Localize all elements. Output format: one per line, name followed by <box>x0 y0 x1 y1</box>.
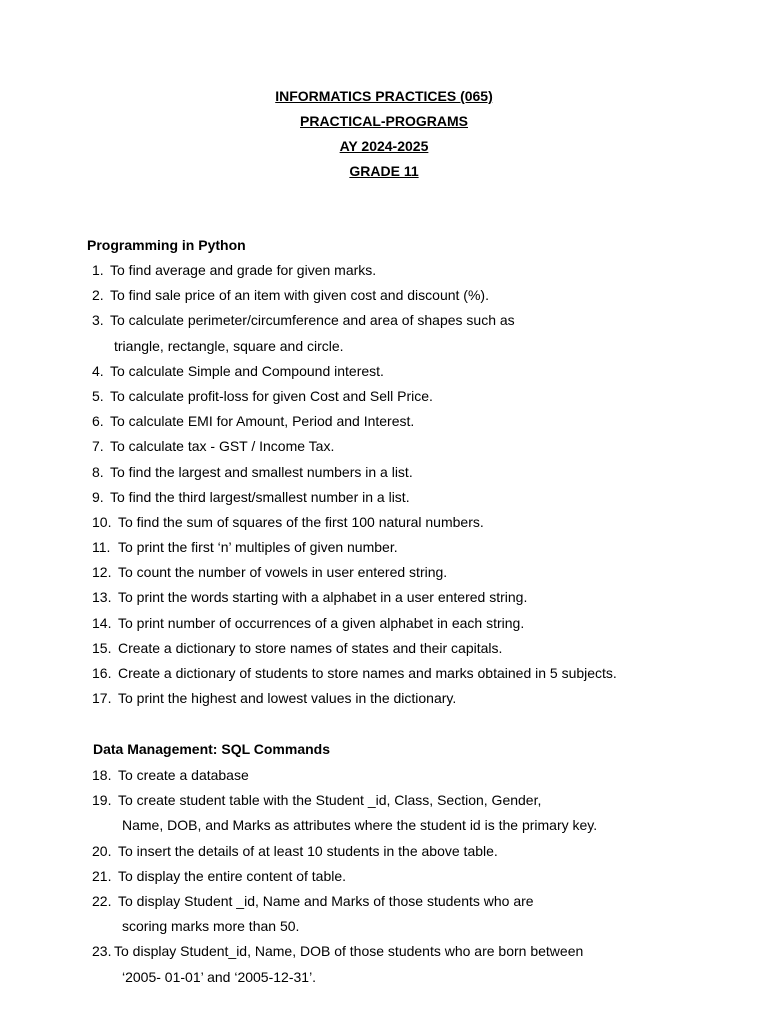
python-section-title: Programming in Python <box>87 237 246 253</box>
item-number: 8. <box>92 463 104 480</box>
item-number: 12. <box>92 564 112 581</box>
item-text: To calculate profit-loss for given Cost and Sell Price. <box>110 387 433 404</box>
item-text: To print the words starting with a alphabet in a user entered string. <box>118 589 528 606</box>
list-item <box>0 636 617 661</box>
item-text: To create student table with the Student _id, Class, Section, Gender, <box>118 792 542 809</box>
item-text: To display Student _id, Name and Marks of those students who are <box>118 892 534 909</box>
list-item <box>0 460 617 485</box>
item-number: 11. <box>92 539 111 556</box>
list-item <box>0 560 617 585</box>
course-title: INFORMATICS PRACTICES (065) <box>275 88 493 104</box>
sql-section-title: Data Management: SQL Commands <box>93 741 331 757</box>
list-item <box>0 434 617 459</box>
item-text: To create a database <box>118 767 249 783</box>
item-number: 5. <box>92 387 104 404</box>
list-item <box>0 510 617 535</box>
list-item <box>0 308 617 333</box>
list-item <box>0 384 617 409</box>
item-text: To display the entire content of table. <box>118 867 347 884</box>
item-text: To insert the details of at least 10 students in the above table. <box>118 842 498 859</box>
item-text: To calculate EMI for Amount, Period and Interest. <box>110 413 415 430</box>
item-text: To calculate tax - GST / Income Tax. <box>110 438 335 455</box>
item-number: 16. <box>92 665 112 681</box>
list-item <box>0 763 597 788</box>
item-number: 14. <box>92 614 112 631</box>
item-text: To find the largest and smallest numbers in a list. <box>110 463 413 480</box>
list-item <box>0 939 597 964</box>
item-number: 19. <box>92 792 112 809</box>
item-number: 7. <box>92 438 104 455</box>
item-text: To find average and grade for given marks. <box>110 262 377 278</box>
item-number: 4. <box>92 362 104 379</box>
item-number: 15. <box>92 639 112 656</box>
list-item <box>0 485 617 510</box>
list-item <box>0 661 617 686</box>
item-continuation: triangle, rectangle, square and circle. <box>114 337 344 354</box>
item-text: To find sale price of an item with given cost and discount (%). <box>110 287 489 304</box>
item-text: To print the first ‘n’ multiples of given number. <box>118 539 398 556</box>
python-program-list <box>0 258 617 711</box>
document-header <box>0 86 768 186</box>
item-text: Create a dictionary to store names of states and their capitals. <box>118 639 503 656</box>
item-number: 18. <box>92 767 112 783</box>
list-item <box>0 788 597 813</box>
item-number: 23. <box>92 943 112 960</box>
list-item <box>0 611 617 636</box>
item-number: 1. <box>92 262 104 278</box>
item-number: 9. <box>92 488 104 505</box>
item-number: 17. <box>92 690 112 707</box>
list-item <box>0 359 617 384</box>
list-item <box>0 686 617 711</box>
item-number: 13. <box>92 589 112 606</box>
list-item <box>0 535 617 560</box>
item-text: Create a dictionary of students to store names and marks obtained in 5 subjects. <box>118 665 617 681</box>
item-text: To find the third largest/smallest number in a list. <box>110 488 410 505</box>
item-text: To calculate perimeter/circumference and area of shapes such as <box>110 312 515 329</box>
item-continuation: scoring marks more than 50. <box>122 918 300 935</box>
grade-label: GRADE 11 <box>349 163 419 179</box>
item-number: 10. <box>92 513 112 530</box>
item-number: 6. <box>92 413 104 430</box>
document-title: PRACTICAL-PROGRAMS <box>300 113 468 129</box>
academic-year: AY 2024-2025 <box>339 138 429 154</box>
item-text: To find the sum of squares of the first 100 natural numbers. <box>118 513 484 530</box>
item-continuation: ‘2005- 01-01’ and ‘2005-12-31’. <box>122 968 317 985</box>
item-number: 2. <box>92 287 104 304</box>
item-number: 22. <box>92 892 112 909</box>
item-number: 3. <box>92 312 104 329</box>
list-item <box>0 258 617 283</box>
item-text: To calculate Simple and Compound interest. <box>110 362 384 379</box>
item-text: To display Student_id, Name, DOB of those students who are born between <box>114 943 584 960</box>
sql-program-list <box>0 763 597 990</box>
item-continuation: Name, DOB, and Marks as attributes where the student id is the primary key. <box>122 817 598 834</box>
item-text: To print number of occurrences of a given alphabet in each string. <box>118 614 525 631</box>
item-text: To count the number of vowels in user entered string. <box>118 564 448 581</box>
item-text: To print the highest and lowest values in the dictionary. <box>118 690 457 707</box>
item-number: 20. <box>92 842 112 859</box>
list-item <box>0 839 597 864</box>
list-item <box>0 409 617 434</box>
item-number: 21. <box>92 867 112 884</box>
list-item <box>0 585 617 610</box>
list-item <box>0 283 617 308</box>
list-item <box>0 889 597 914</box>
list-item <box>0 864 597 889</box>
